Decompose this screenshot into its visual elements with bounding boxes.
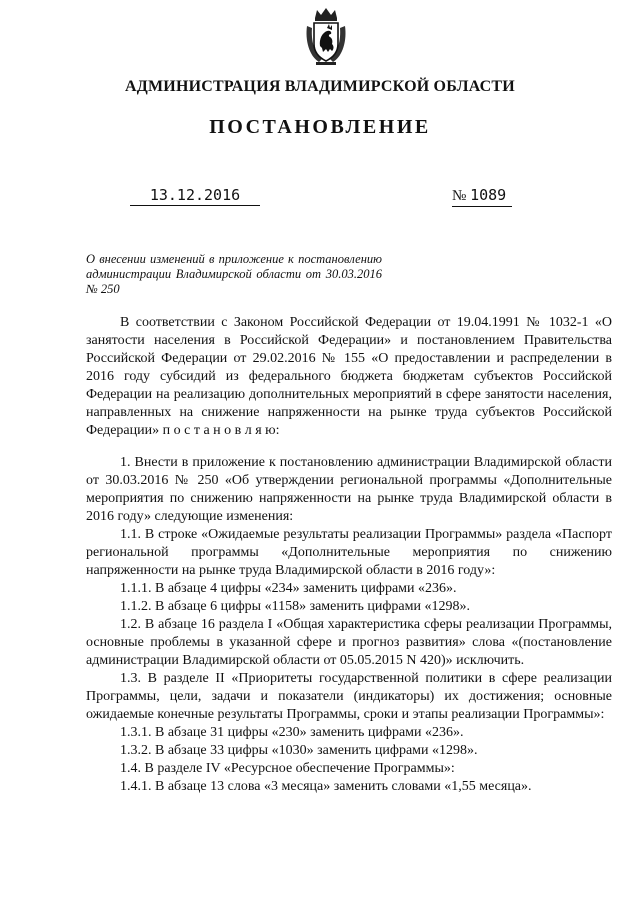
body-paragraph: 1.4. В разделе IV «Ресурсное обеспечение Программы»:: [120, 761, 455, 776]
document-body: [86, 314, 612, 796]
body-paragraph: 1. Внести в приложение к постановлению администрации Владимирской области от 30.03.2016 № 250 «Об утверждении региональной программы «Дополнительные мероприятия по снижению напряженности на рынке труда Владимирской области в 2016 году» следующие изменения:: [86, 455, 612, 524]
number-value: 1089: [470, 186, 507, 204]
body-paragraph: 1.3.2. В абзаце 33 цифры «1030» заменить цифрами «1298».: [120, 743, 478, 758]
body-paragraph: 1.1. В строке «Ожидаемые результаты реализации Программы» раздела «Паспорт региональной программы «Дополнительные мероприятия по снижению напряженности на рынке труда Владимирской области в 2016 году»:: [86, 527, 612, 578]
preamble-paragraph: В соответствии с Законом Российской Федерации от 19.04.1991 № 1032-1 «О занятости населения в Российской Федерации» и постановлением Правительства Российской Федерации от 29.02.2016 № 155 «О предоставлении и распределении в 2016 году субсидий из федерального бюджета бюджетам субъектов Российской Федерации на реализацию дополнительных мероприятий в сфере занятости населения, направленных на снижение напряженности на рынке труда субъектов Российской Федерации» п о с т а н о в л я ю:: [86, 315, 612, 438]
document-number: [452, 186, 512, 207]
document-type-title: ПОСТАНОВЛЕНИЕ: [209, 116, 431, 138]
body-paragraph: 1.2. В абзаце 16 раздела I «Общая характеристика сферы реализации Программы, основные проблемы в указанной сфере и прогноз развития» слова «(постановление администрации Владимирской области от 05.05.2015 N 420)» исключить.: [86, 617, 612, 668]
number-label: №: [452, 188, 467, 204]
organization-name: АДМИНИСТРАЦИЯ ВЛАДИМИРСКОЙ ОБЛАСТИ: [125, 78, 515, 95]
coat-of-arms-icon: [303, 6, 349, 68]
body-paragraph: 1.3.1. В абзаце 31 цифры «230» заменить цифрами «236».: [120, 725, 464, 740]
body-paragraph: 1.3. В разделе II «Приоритеты государственной политики в сфере реализации Программы, цели, задачи и показатели (индикаторы) их достижения; основные ожидаемые конечные результаты Программы, сроки и этапы реализации Программы»:: [86, 671, 612, 722]
document-date: 13.12.2016: [130, 186, 260, 206]
body-paragraph: 1.4.1. В абзаце 13 слова «3 месяца» заменить словами «1,55 месяца».: [120, 779, 532, 794]
body-paragraph: 1.1.2. В абзаце 6 цифры «1158» заменить цифрами «1298».: [120, 599, 470, 614]
body-paragraph: 1.1.1. В абзаце 4 цифры «234» заменить цифрами «236».: [120, 581, 457, 596]
document-subject: О внесении изменений в приложение к постановлению администрации Владимирской области от 30.03.2016 № 250: [86, 252, 382, 296]
